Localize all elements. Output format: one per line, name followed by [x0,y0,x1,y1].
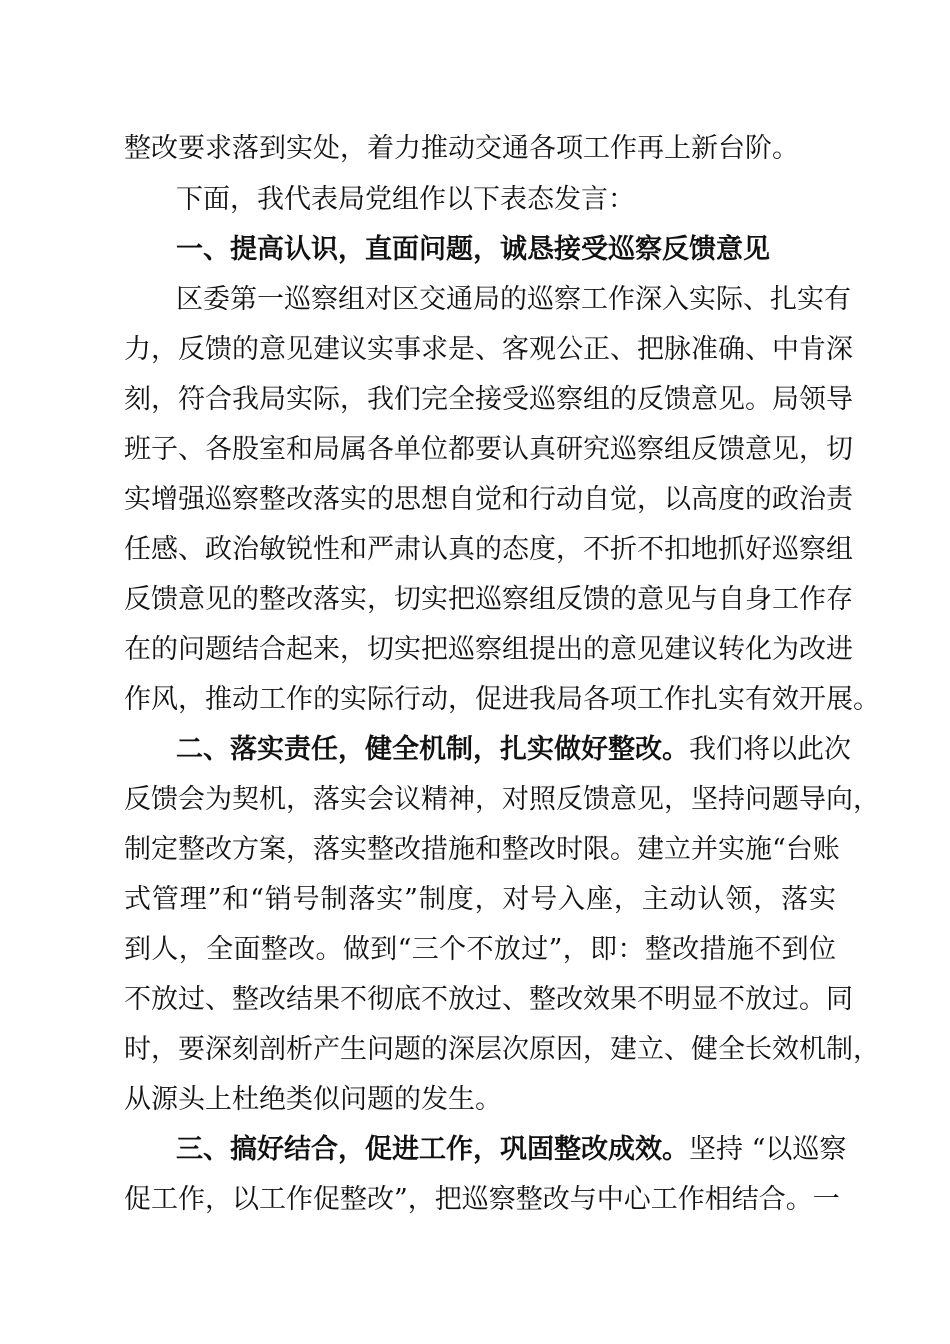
paragraph-line: 到人，全面整改。做到“三个不放过”，即：整改措施不到位 [124,934,836,965]
paragraph-line: 力，反馈的意见建议实事求是、客观公正、把脉准确、中肯深 [124,334,853,365]
paragraph-line: 作风，推动工作的实际行动，促进我局各项工作扎实有效开展。 [124,684,880,715]
paragraph-line: 班子、各股室和局属各单位都要认真研究巡察组反馈意见，切 [124,434,853,465]
section-heading-1: 一、提高认识，直面问题，诚恳接受巡察反馈意见 [176,234,770,265]
section-3-text: 坚持 “以巡察 [689,1134,847,1165]
paragraph-line: 反馈意见的整改落实，切实把巡察组反馈的意见与自身工作存 [124,584,853,615]
section-2-first-line [176,725,851,775]
paragraph-line: 制定整改方案，落实整改措施和整改时限。建立并实施“台账 [124,834,840,865]
section-heading-3: 三、搞好结合，促进工作，巩固整改成效。 [176,1134,689,1165]
paragraph-line: 从源头上杜绝类似问题的发生。 [124,1084,502,1115]
paragraph-line: 在的问题结合起来，切实把巡察组提出的意见建议转化为改进 [124,634,853,665]
paragraph-line: 刻，符合我局实际，我们完全接受巡察组的反馈意见。局领导 [124,384,853,415]
paragraph-line: 式管理”和“销号制落实”制度，对号入座，主动认领，落实 [124,884,836,915]
section-2-text: 我们将以此次 [689,734,851,765]
paragraph-line: 实增强巡察整改落实的思想自觉和行动自觉，以高度的政治责 [124,484,853,515]
paragraph-line: 任感、政治敏锐性和严肃认真的态度，不折不扣地抓好巡察组 [124,534,853,565]
paragraph-line: 不放过、整改结果不彻底不放过、整改效果不明显不放过。同 [124,984,853,1015]
paragraph-line: 时，要深刻剖析产生问题的深层次原因，建立、健全长效机制， [124,1034,880,1065]
paragraph-line: 区委第一巡察组对区交通局的巡察工作深入实际、扎实有 [176,284,851,315]
intro-sentence: 下面，我代表局党组作以下表态发言： [176,184,635,215]
section-3-first-line [176,1125,847,1175]
paragraph-line: 促工作，以工作促整改”，把巡察整改与中心工作相结合。一 [124,1184,840,1215]
paragraph-continuation: 整改要求落到实处，着力推动交通各项工作再上新台阶。 [124,133,799,164]
section-heading-2: 二、落实责任，健全机制，扎实做好整改。 [176,734,689,765]
paragraph-line: 反馈会为契机，落实会议精神，对照反馈意见，坚持问题导向， [124,784,880,815]
